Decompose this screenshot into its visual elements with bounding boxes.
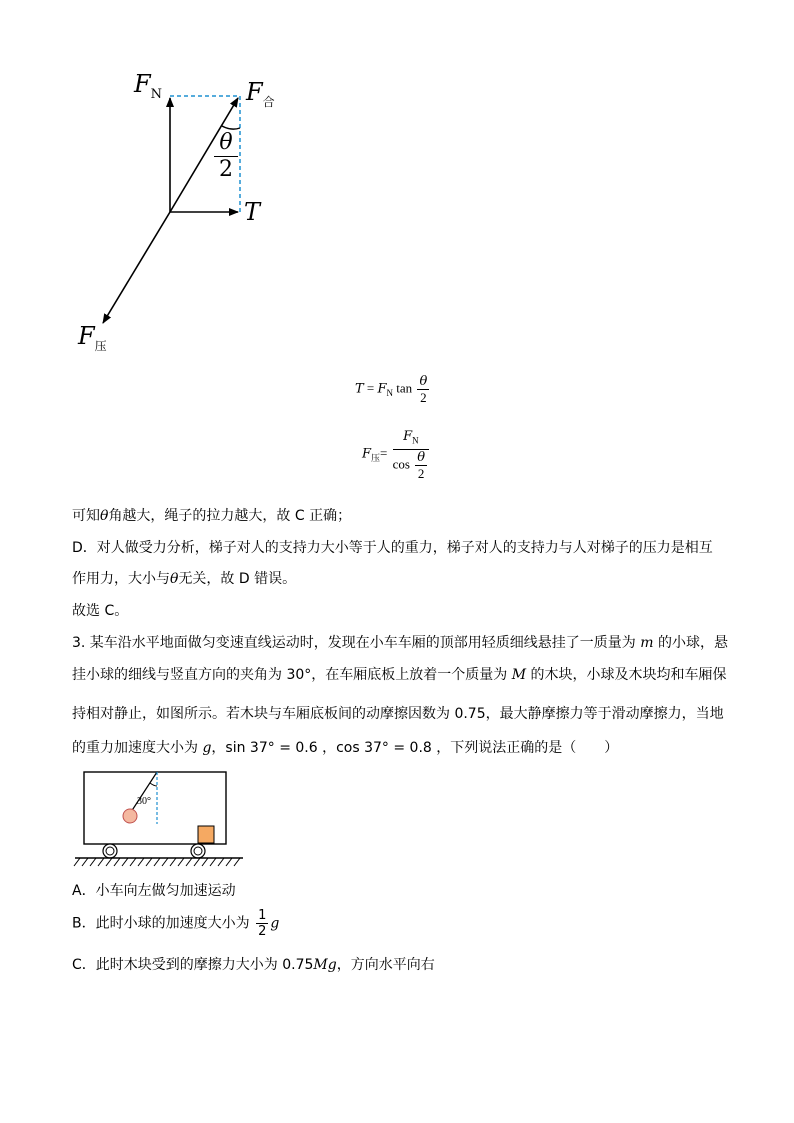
question-line-2: 挂小球的细线与竖直方向的夹角为 30°，在车厢底板上放着一个质量为 M 的木块，小球及木块均和车厢保 (72, 667, 727, 683)
label-fn: $F_N$ (134, 70, 163, 102)
formula-tension: $T = F_N$ tan $\frac{\theta}{2}$ (355, 374, 428, 405)
angle-arc (222, 126, 240, 129)
wheel-left-inner (106, 847, 114, 855)
question-line-1: 3. 某车沿水平地面做匀变速直线运动时，发现在小车车厢的顶部用轻质细线悬挂了一质量为 m 的小球，悬 (72, 635, 728, 651)
cart-angle-label: 30° (137, 796, 151, 807)
wood-block (198, 826, 214, 843)
fya-arrow (103, 212, 170, 323)
ball (123, 809, 137, 823)
label-fhe: $F_合$ (246, 78, 275, 109)
question-line-3: 持相对静止，如图所示。若木块与车厢底板间的动摩擦因数为 0.75，最大静摩擦力等于滑动摩擦力，当地 (72, 706, 724, 722)
wheel-right-inner (194, 847, 202, 855)
formula-pressure: $F_压=$ $F_N$ cos $\frac{\theta}{2}$ (362, 428, 431, 481)
text-line-1: 可知θ角越大，绳子的拉力越大，故 C 正确； (72, 508, 352, 524)
option-a: A．小车向左做匀加速运动 (72, 883, 236, 899)
option-c: C．此时木块受到的摩擦力大小为 0.75Mg，方向水平向右 (72, 957, 435, 973)
label-t: T (244, 198, 261, 226)
text-line-3: 作用力，大小与θ无关，故 D 错误。 (72, 571, 297, 587)
text-line-2: D．对人做受力分析，梯子对人的支持力大小等于人的重力，梯子对人的支持力与人对梯子的压力是相互 (72, 540, 713, 556)
cart-diagram (70, 768, 250, 872)
option-b: B．此时小球的加速度大小为 $\frac{1}{2}$ g (72, 908, 280, 939)
ground-hatch (74, 858, 240, 866)
question-line-4: 的重力加速度大小为 g，sin 37° = 0.6 ，cos 37° = 0.8 ，下列说法正确的是（ ） (72, 740, 619, 756)
label-theta-half: θ 2 (214, 130, 238, 183)
text-line-4: 故选 C。 (72, 603, 129, 619)
label-fya: $F_压$ (78, 322, 107, 353)
